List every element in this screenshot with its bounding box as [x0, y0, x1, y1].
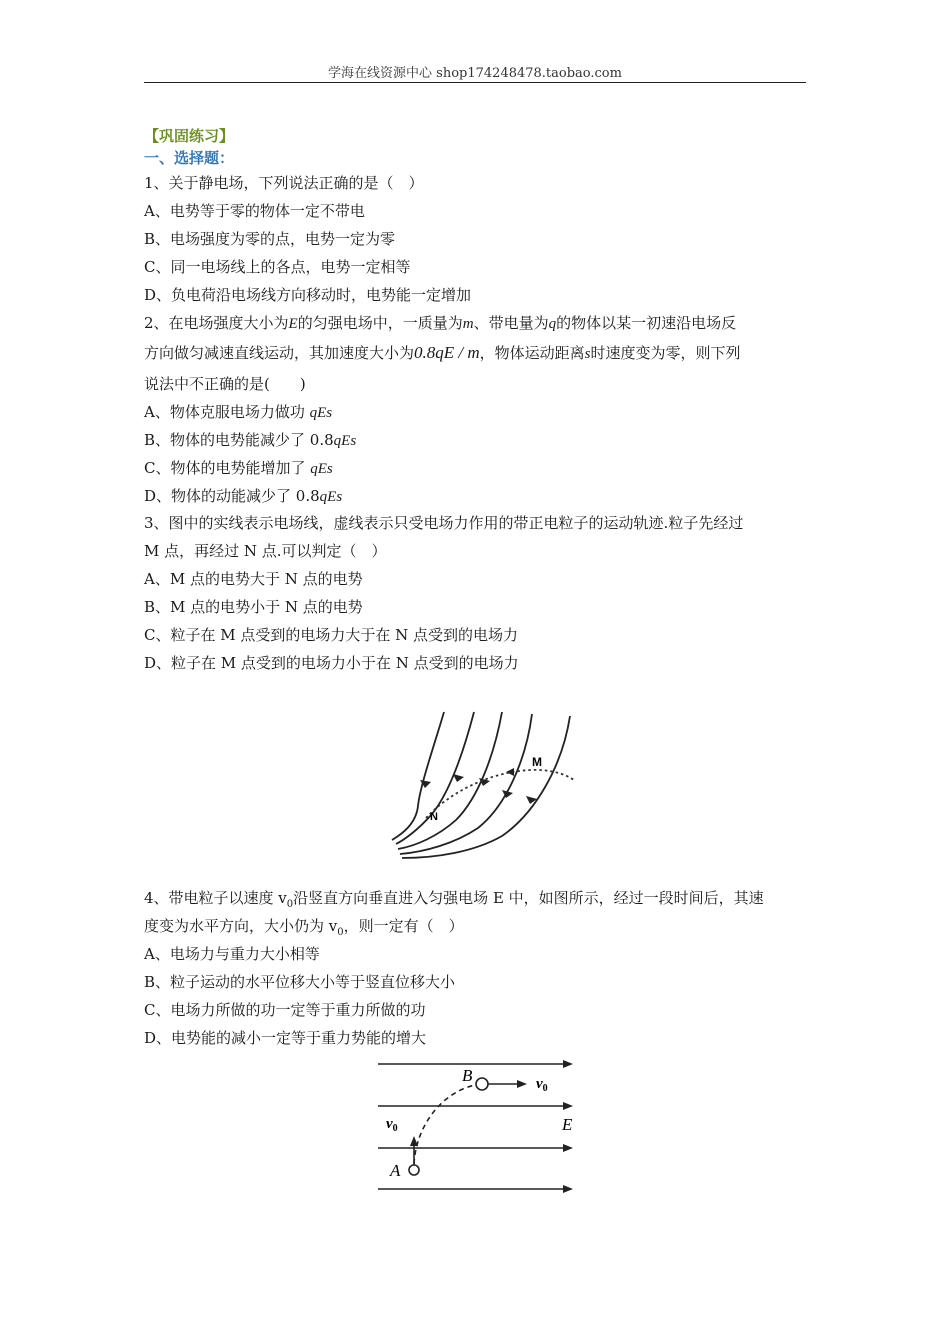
q1-option-b: B、电场强度为零的点，电势一定为零 — [144, 230, 396, 248]
label-v-sub: 0 — [542, 1083, 548, 1094]
q2-option-text: A、物体克服电场力做功 — [144, 403, 305, 421]
q1-option-c: C、同一电场线上的各点，电势一定相等 — [144, 258, 411, 276]
q2-var-q: q — [548, 316, 557, 332]
q3-option-d: D、粒子在 M 点受到的电场力小于在 N 点受到的电场力 — [144, 654, 519, 672]
label-e: E — [562, 1115, 573, 1134]
label-v0-left — [386, 1116, 398, 1134]
q2-option-text: D、物体的动能减少了 0.8 — [144, 487, 320, 505]
label-n: N — [430, 811, 438, 823]
velocity-arrow-b — [517, 1080, 527, 1088]
field-line — [402, 716, 570, 858]
q3-stem-line2: M 点，再经过 N 点.可以判定（ ） — [144, 542, 387, 560]
q2-option-c — [144, 458, 333, 479]
q2-text: 2、在电场强度大小为 — [144, 314, 289, 332]
label-b: B — [462, 1066, 473, 1085]
velocity-arrow-a — [410, 1136, 418, 1146]
q2-option-text: C、物体的电势能增加了 — [144, 459, 306, 477]
q2-stem-line3: 说法中不正确的是( ) — [144, 375, 306, 393]
page-header: 学海在线资源中心 shop174248478.taobao.com — [328, 66, 622, 81]
q2-stem-line1 — [144, 313, 736, 334]
q3-field-line-figure — [380, 706, 580, 862]
q2-option-value: qEs — [319, 489, 343, 505]
q2-text: 、带电量为 — [473, 314, 549, 332]
q2-text: 方向做匀减速直线运动，其加速度大小为 — [144, 344, 415, 362]
field-arrow — [563, 1060, 573, 1068]
field-arrow — [563, 1144, 573, 1152]
q4-text: 度变为水平方向，大小仍为 v — [144, 917, 338, 935]
q4-option-b: B、粒子运动的水平位移大小等于竖直位移大小 — [144, 973, 456, 991]
q2-option-d — [144, 486, 342, 507]
particle-a — [409, 1165, 419, 1175]
q1-option-a: A、电势等于零的物体一定不带电 — [144, 202, 365, 220]
q4-text: 4、带电粒子以速度 v — [144, 889, 287, 907]
q2-stem-line2 — [144, 343, 741, 364]
field-arrow — [563, 1185, 573, 1193]
q4-option-a: A、电场力与重力大小相等 — [144, 945, 320, 963]
field-arrow — [453, 774, 464, 782]
section-practice-title: 【巩固练习】 — [144, 127, 235, 145]
field-line — [400, 714, 532, 854]
q4-text: 沿竖直方向垂直进入匀强电场 E 中，如图所示，经过一段时间后，其速 — [293, 889, 764, 907]
section-choice-title: 一、选择题： — [144, 149, 235, 167]
q2-text: ，物体运动距离 — [479, 344, 585, 362]
label-m: M — [532, 755, 542, 769]
q1-option-d: D、负电荷沿电场线方向移动时，电势能一定增加 — [144, 286, 472, 304]
q2-var-s: s — [584, 346, 591, 362]
q2-acceleration-expr: 0.8qE / m — [414, 343, 480, 362]
label-v-sub: 0 — [392, 1123, 398, 1134]
q4-subscript: 0 — [286, 899, 294, 910]
q3-option-b: B、M 点的电势小于 N 点的电势 — [144, 598, 363, 616]
q4-option-c: C、电场力所做的功一定等于重力所做的功 — [144, 1001, 426, 1019]
q2-text: 的物体以某一初速沿电场反 — [556, 314, 737, 332]
q2-option-text: B、物体的电势能减少了 0.8 — [144, 431, 334, 449]
q4-stem-line2 — [144, 916, 464, 943]
q3-option-a: A、M 点的电势大于 N 点的电势 — [144, 570, 363, 588]
particle-b — [476, 1078, 488, 1090]
velocity-arrow — [506, 768, 514, 776]
particle-trajectory — [414, 1084, 480, 1164]
label-v: v — [536, 1076, 543, 1092]
q2-var-m: m — [462, 316, 474, 332]
q2-option-b — [144, 430, 356, 451]
field-arrow — [563, 1102, 573, 1110]
q4-text: ，则一定有（ ） — [343, 917, 464, 935]
q3-stem-line1: 3、图中的实线表示电场线，虚线表示只受电场力作用的带正电粒子的运动轨迹.粒子先经过 — [144, 514, 744, 532]
q4-stem-line1 — [144, 888, 764, 915]
label-v: v — [386, 1116, 393, 1132]
header-divider — [144, 82, 806, 83]
label-a: A — [390, 1161, 401, 1180]
q2-var-e: E — [288, 316, 298, 332]
q4-option-d: D、电势能的减小一定等于重力势能的增大 — [144, 1029, 427, 1047]
q2-option-value: qEs — [310, 461, 333, 477]
q4-subscript: 0 — [337, 927, 344, 938]
q2-option-value: qEs — [309, 405, 333, 421]
q2-text: 的匀强电场中，一质量为 — [297, 314, 463, 332]
q1-stem: 1、关于静电场，下列说法正确的是（ ） — [144, 174, 424, 192]
q2-option-value: qEs — [333, 433, 357, 449]
particle-trajectory — [426, 770, 574, 818]
q3-option-c: C、粒子在 M 点受到的电场力大于在 N 点受到的电场力 — [144, 626, 519, 644]
q2-option-a — [144, 402, 332, 423]
label-v0-top — [536, 1076, 548, 1094]
q4-uniform-field-figure — [372, 1056, 582, 1196]
q2-text: 时速度变为零，则下列 — [590, 344, 741, 362]
